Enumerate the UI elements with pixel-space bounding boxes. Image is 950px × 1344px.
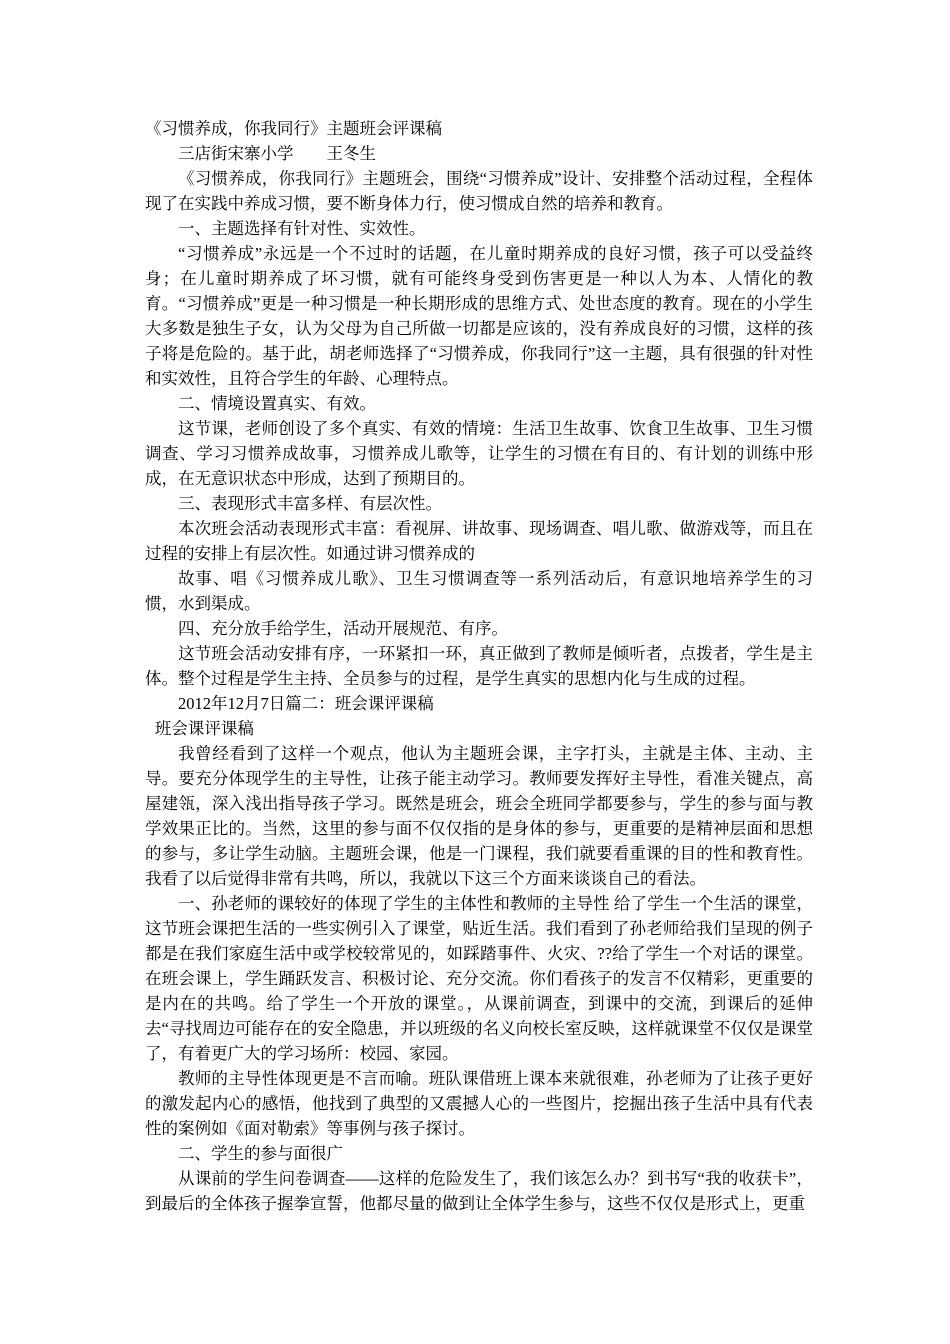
paragraph: 从课前的学生问卷调查——这样的危险发生了，我们该怎么办？到书写“我的收获卡”，到最后的全体孩子握拳宣誓，他都尽量的做到让全体学生参与，这些不仅仅是形式上，更重 xyxy=(145,1169,813,1213)
paragraph: 三、表现形式丰富多样、有层次性。 xyxy=(178,494,442,513)
paragraph: 二、学生的参与面很广 xyxy=(178,1144,343,1163)
paragraph: 这节班会活动安排有序，一环紧扣一环，真正做到了教师是倾听者，点拨者，学生是主体。整个过程是学生主持、全员参与的过程，是学生真实的思想内化与生成的过程。 xyxy=(145,644,813,688)
paragraph: 班会课评课稿 xyxy=(154,719,254,738)
paragraph: 一、主题选择有针对性、实效性。 xyxy=(178,219,426,238)
paragraph: 教师的主导性体现更是不言而喻。班队课借班上课本来就很难，孙老师为了让孩子更好的激发起内心的感悟，他找到了典型的又震撼人心的一些图片，挖掘出孩子生活中具有代表性的案例如《面对勒索》等事例与孩子探讨。 xyxy=(145,1069,813,1138)
paragraph: “习惯养成”永远是一个不过时的话题，在儿童时期养成的良好习惯，孩子可以受益终身；在儿童时期养成了坏习惯，就有可能终身受到伤害更是一种以人为本、人情化的教育。“习惯养成”更是一种习惯是一种长期形成的思维方式、处世态度的教育。现在的小学生大多数是独生子女，认为父母为自己所做一切都是应该的，没有养成良好的习惯，这样的孩子将是危险的。基于此，胡老师选择了“习惯养成，你我同行”这一主题，具有很强的针对性和实效性，且符合学生的年龄、心理特点。 xyxy=(145,244,813,388)
paragraph: 《习惯养成，你我同行》主题班会评课稿 xyxy=(145,119,442,138)
paragraph: 本次班会活动表现形式丰富：看视屏、讲故事、现场调查、唱儿歌、做游戏等，而且在过程的安排上有层次性。如通过讲习惯养成的 xyxy=(145,519,813,563)
paragraph: 三店街宋寨小学 王冬生 xyxy=(178,144,376,163)
document-body xyxy=(145,116,813,1216)
paragraph: 2012年12月7日篇二：班会课评课稿 xyxy=(178,694,434,713)
paragraph: 四、充分放手给学生，活动开展规范、有序。 xyxy=(178,619,508,638)
paragraph: 故事、唱《习惯养成儿歌》、卫生习惯调查等一系列活动后，有意识地培养学生的习惯，水到渠成。 xyxy=(145,569,813,613)
paragraph: 二、情境设置真实、有效。 xyxy=(178,394,376,413)
paragraph: 这节课，老师创设了多个真实、有效的情境：生活卫生故事、饮食卫生故事、卫生习惯调查、学习习惯养成故事，习惯养成儿歌等，让学生的习惯在有目的、有计划的训练中形成，在无意识状态中形成，达到了预期目的。 xyxy=(145,419,813,488)
paragraph: 一、孙老师的课较好的体现了学生的主体性和教师的主导性 给了学生一个生活的课堂，这节班会课把生活的一些实例引入了课堂，贴近生活。我们看到了孙老师给我们呈现的例子都是在我们家庭生活中或学校较常见的，如踩踏事件、火灾、??给了学生一个对话的课堂。在班会课上，学生踊跃发言、积极讨论、充分交流。你们看孩子的发言不仅精彩，更重要的是内在的共鸣。给了学生一个开放的课堂。，从课前调查，到课中的交流，到课后的延伸去“寻找周边可能存在的安全隐患，并以班级的名义向校长室反映，这样就课堂不仅仅是课堂了，有着更广大的学习场所：校园、家园。 xyxy=(145,894,813,1063)
paragraph: 《习惯养成，你我同行》主题班会，围绕“习惯养成”设计、安排整个活动过程，全程体现了在实践中养成习惯，要不断身体力行，使习惯成自然的培养和教育。 xyxy=(145,169,813,213)
paragraph: 我曾经看到了这样一个观点，他认为主题班会课，主字打头，主就是主体、主动、主导。要充分体现学生的主导性，让孩子能主动学习。教师要发挥好主导性，看准关键点，高屋建瓴，深入浅出指导孩子学习。既然是班会，班会全班同学都要参与，学生的参与面与教学效果正比的。当然，这里的参与面不仅仅指的是身体的参与，更重要的是精神层面和思想的参与，多让学生动脑。主题班会课，他是一门课程，我们就要看重课的目的性和教育性。我看了以后觉得非常有共鸣，所以，我就以下这三个方面来谈谈自己的看法。 xyxy=(145,744,813,888)
